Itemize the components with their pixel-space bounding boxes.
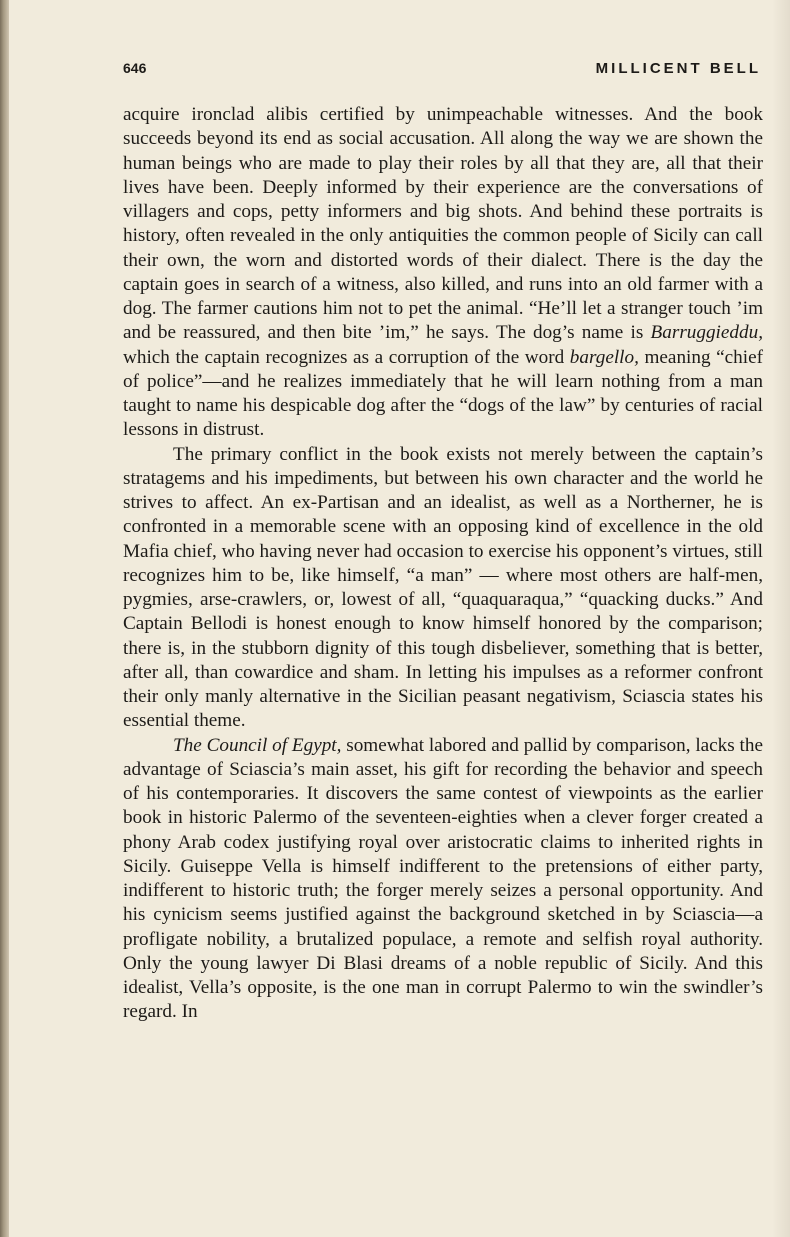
paragraph [123, 443, 763, 734]
page-number: 646 [123, 60, 147, 76]
text-run: somewhat labored and pallid by comparison, lacks the advantage of Sciascia’s main asset, his gift for recording the behavior and speech of his contemporaries. It discovers the same contest of viewpoints as the earlier book in historic Palermo of the seventeen-eighties when a clever forger created a phony Arab codex justifying royal over aristocratic claims to inherited rights in Sicily. Guiseppe Vella is himself indifferent to the pretensions of either party, indifferent to historic truth; the forger merely seizes a personal opportunity. And his cynicism seems justified against the background sketched in by Sciascia—a profligate nobility, a brutalized populace, a remote and selfish royal authority. Only the young lawyer Di Blasi dreams of a noble republic of Sicily. And this idealist, Vella’s opposite, is the one man in corrupt Palermo to win the swindler’s regard. In [123, 734, 763, 1023]
body-text [123, 103, 763, 1025]
text-run: The primary conflict in the book exists not merely between the captain’s stratagems and his impediments, but between his own character and the world he strives to affect. An ex-Partisan and an idealist, as well as a Northerner, he is confronted in a memorable scene with an opposing kind of excellence in the old Mafia chief, who having never had occasion to exercise his opponent’s virtues, still recognizes him to be, like himself, “a man” — where most others are half-men, pygmies, arse-crawlers, or, lowest of all, “quaquaraqua,” “quacking ducks.” And Captain Bellodi is honest enough to know himself honored by the comparison; there is, in the stubborn dignity of this tough disbeliever, something that is better, after all, than cowardice and sham. In letting his impulses as a reformer confront their only manly alternative in the Sicilian peasant negativism, Sciascia states his essential theme. [123, 443, 763, 732]
running-head [123, 60, 761, 82]
running-head-author: MILLICENT BELL [595, 60, 761, 77]
text-run: which the captain recognizes as a corruption of the word [123, 346, 570, 368]
page-edge-shadow [772, 0, 790, 1237]
book-spine-edge [0, 0, 9, 1237]
italic-book-title: The Council of Egypt, [173, 734, 342, 756]
italic-term: Barruggieddu, [650, 322, 763, 344]
text-run: acquire ironclad alibis certified by unimpeachable witnesses. And the book succeeds beyond its end as social accusation. All along the way we are shown the human beings who are made to play their roles by all that they are, all that their lives have been. Deeply informed by their experience are the conversations of villagers and cops, petty informers and big shots. And behind these portraits is history, often revealed in the only antiquities the common people of Sicily can call their own, the worn and distorted words of their dialect. There is the day the captain goes in search of a witness, also killed, and runs into an old farmer with a dog. The farmer cautions him not to pet the animal. “He’ll let a stranger touch ’im and be reassured, and then bite ’im,” he says. The dog’s name is [123, 104, 763, 344]
text-run: meaning “chief of police”—and he realizes immediately that he will learn nothing from a man taught to name his despicable dog after the “dogs of the law” by centuries of racial lessons in distrust. [123, 346, 763, 441]
italic-term: bargello, [569, 346, 639, 368]
paragraph [123, 734, 763, 1025]
paragraph [123, 103, 763, 443]
